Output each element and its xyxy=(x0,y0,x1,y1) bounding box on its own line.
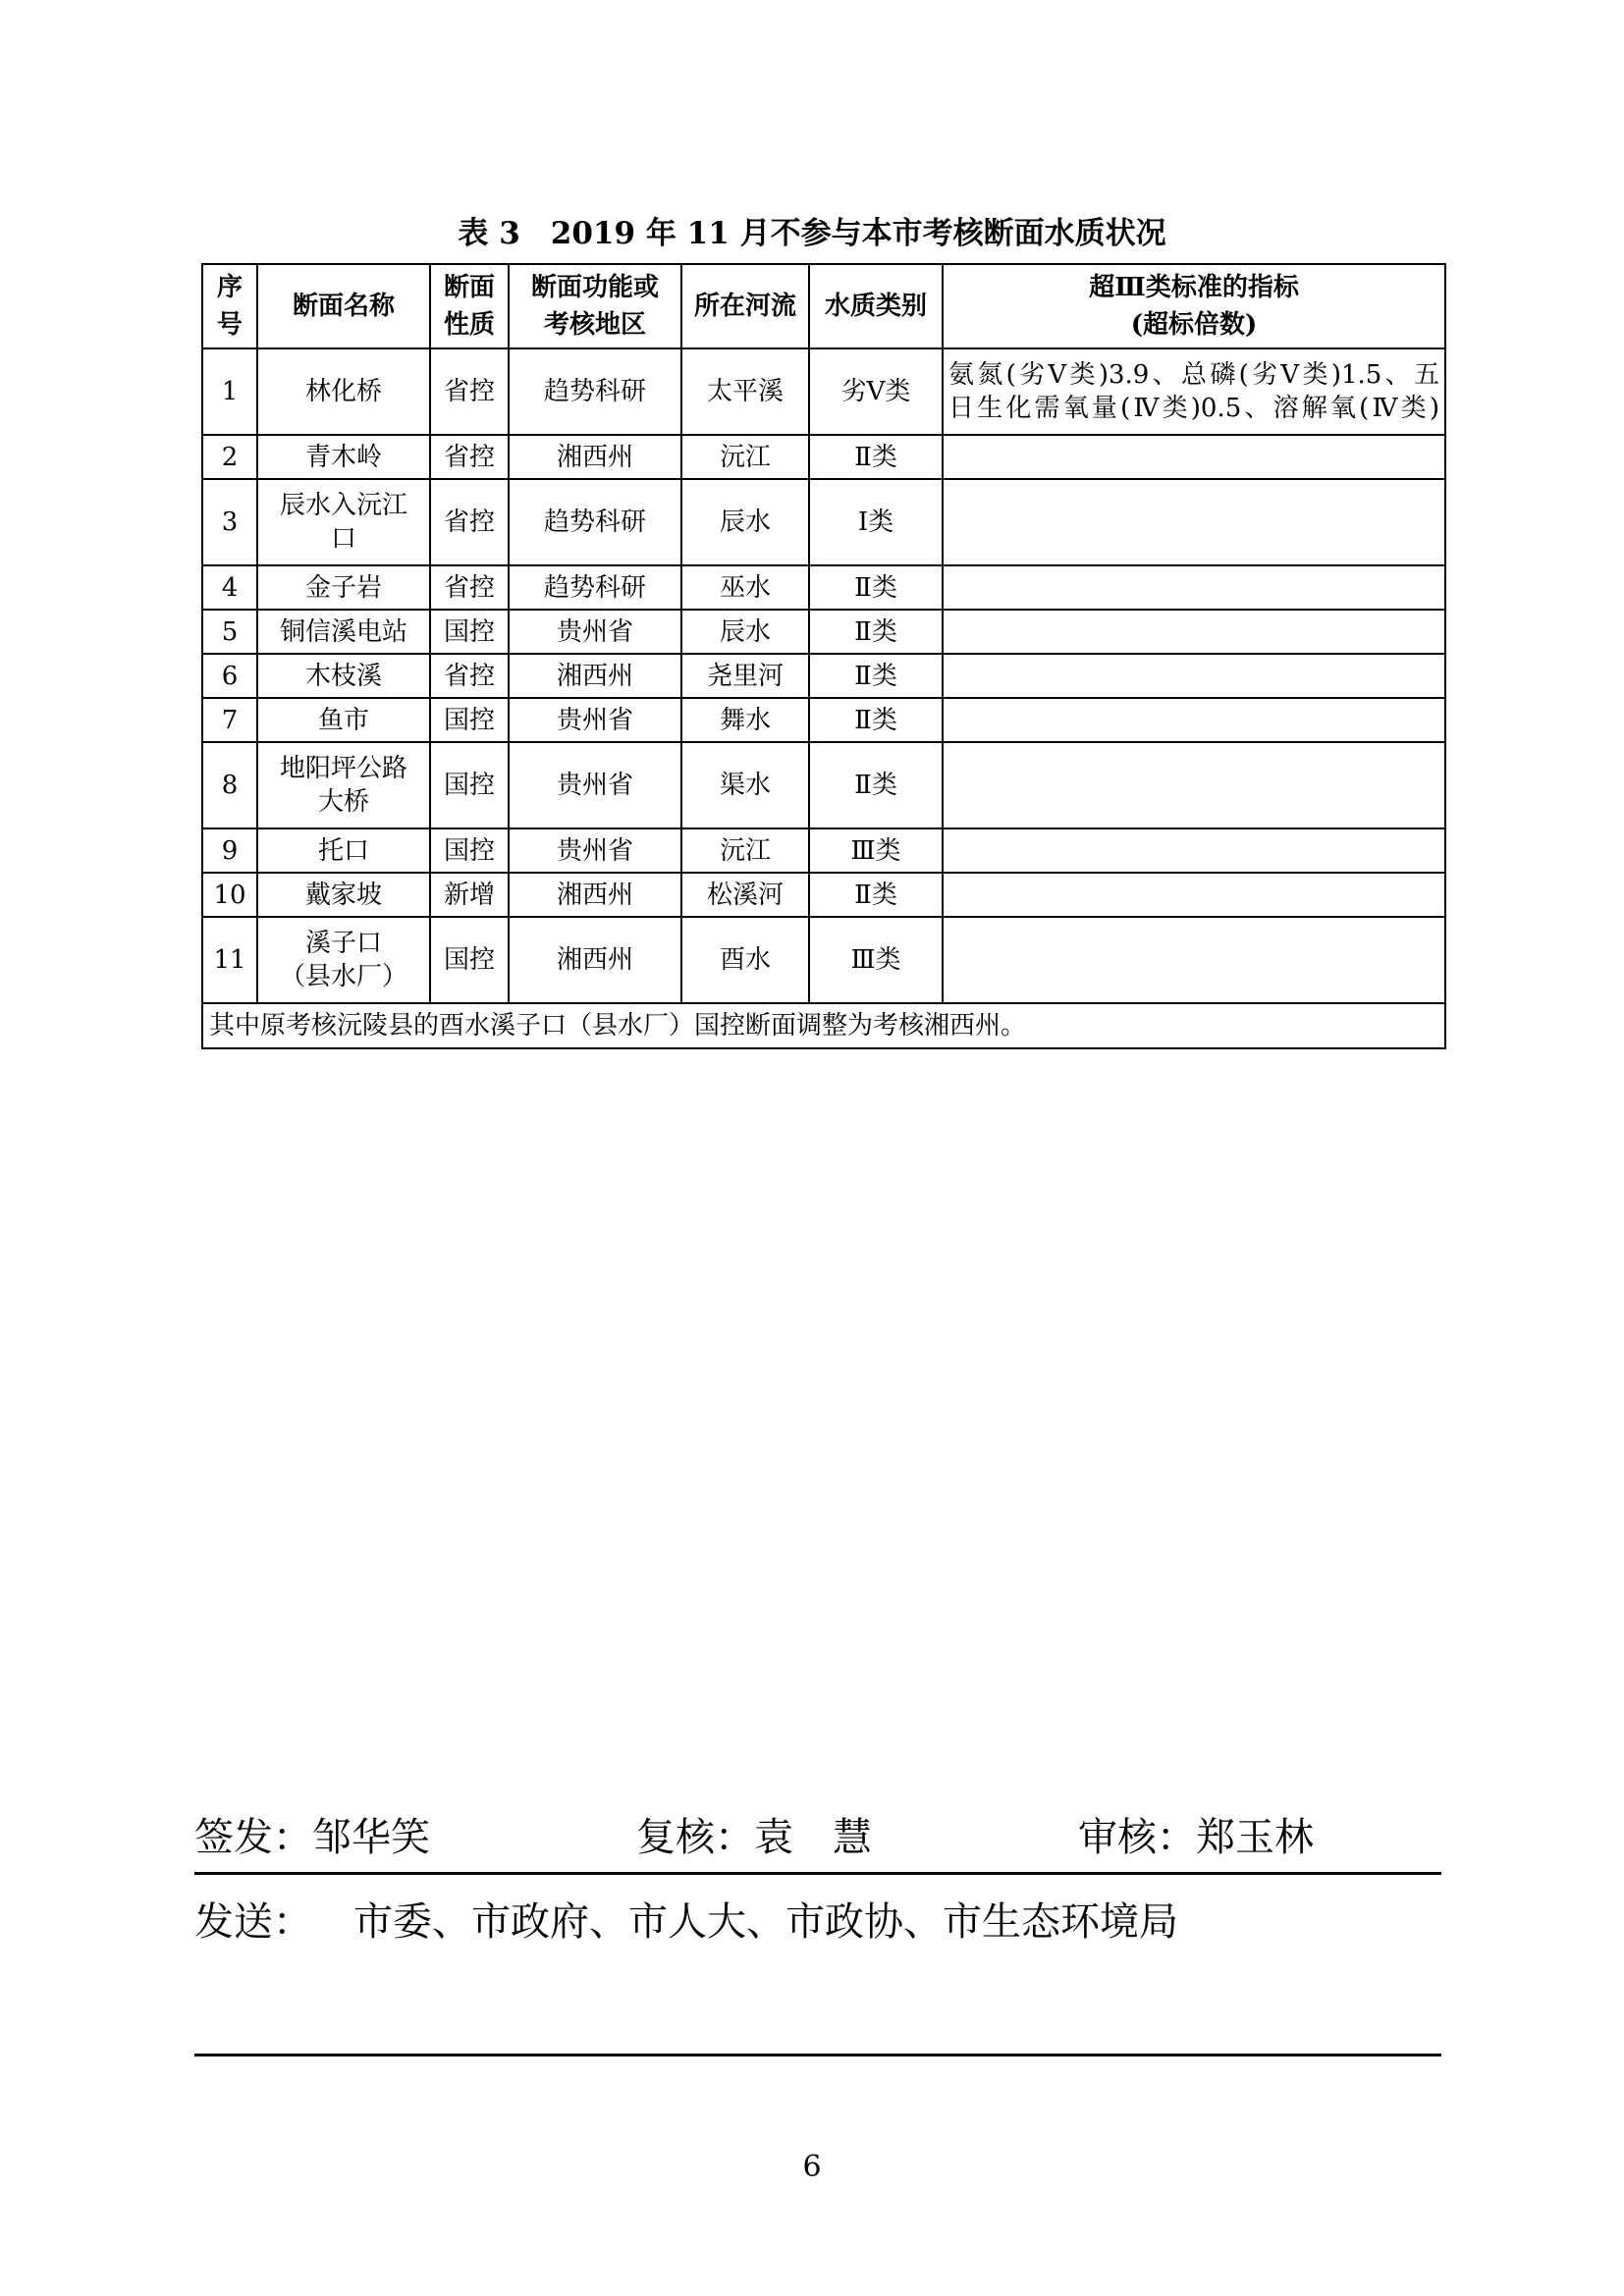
row-nature: 省控 xyxy=(430,435,509,479)
table-row xyxy=(202,610,1445,654)
row-region: 贵州省 xyxy=(509,742,681,828)
row-seq: 3 xyxy=(202,479,257,565)
row-exceed xyxy=(943,828,1445,873)
row-class: Ⅲ类 xyxy=(809,917,943,1003)
table-header-row xyxy=(202,264,1445,348)
header-nature: 断面 性质 xyxy=(430,264,509,348)
row-name: 托口 xyxy=(257,828,430,873)
row-seq: 11 xyxy=(202,917,257,1003)
table-row xyxy=(202,435,1445,479)
row-name: 铜信溪电站 xyxy=(257,610,430,654)
row-nature: 国控 xyxy=(430,742,509,828)
header-class: 水质类别 xyxy=(809,264,943,348)
row-region: 趋势科研 xyxy=(509,565,681,610)
row-region: 贵州省 xyxy=(509,610,681,654)
table-row xyxy=(202,348,1445,435)
row-exceed xyxy=(943,435,1445,479)
row-exceed xyxy=(943,917,1445,1003)
row-region: 湘西州 xyxy=(509,654,681,698)
row-river: 太平溪 xyxy=(681,348,809,435)
row-river: 松溪河 xyxy=(681,873,809,917)
table-row xyxy=(202,654,1445,698)
row-exceed xyxy=(943,565,1445,610)
reviewer-signoff: 复核：袁 慧 xyxy=(636,1815,872,1860)
table-row xyxy=(202,873,1445,917)
row-class: Ⅱ类 xyxy=(809,565,943,610)
row-exceed xyxy=(943,873,1445,917)
divider-bottom xyxy=(194,2054,1441,2056)
row-nature: 国控 xyxy=(430,698,509,742)
row-nature: 国控 xyxy=(430,917,509,1003)
send-label: 发送： xyxy=(194,1899,312,1945)
row-river: 渠水 xyxy=(681,742,809,828)
row-class: 劣Ⅴ类 xyxy=(809,348,943,435)
row-seq: 2 xyxy=(202,435,257,479)
auditor-signoff: 审核：郑玉林 xyxy=(1078,1815,1314,1860)
row-river: 辰水 xyxy=(681,610,809,654)
row-river: 巫水 xyxy=(681,565,809,610)
row-river: 辰水 xyxy=(681,479,809,565)
table-row xyxy=(202,698,1445,742)
row-name: 金子岩 xyxy=(257,565,430,610)
row-name: 戴家坡 xyxy=(257,873,430,917)
row-seq: 9 xyxy=(202,828,257,873)
row-name: 青木岭 xyxy=(257,435,430,479)
row-region: 趋势科研 xyxy=(509,348,681,435)
table-row xyxy=(202,828,1445,873)
row-seq: 7 xyxy=(202,698,257,742)
row-nature: 省控 xyxy=(430,479,509,565)
row-region: 湘西州 xyxy=(509,917,681,1003)
row-region: 湘西州 xyxy=(509,873,681,917)
table-row xyxy=(202,742,1445,828)
row-nature: 省控 xyxy=(430,565,509,610)
table-row xyxy=(202,565,1445,610)
row-class: Ⅱ类 xyxy=(809,435,943,479)
row-exceed xyxy=(943,479,1445,565)
row-river: 尧里河 xyxy=(681,654,809,698)
row-class: Ⅱ类 xyxy=(809,873,943,917)
row-seq: 10 xyxy=(202,873,257,917)
header-region: 断面功能或 考核地区 xyxy=(509,264,681,348)
row-class: Ⅰ类 xyxy=(809,479,943,565)
row-nature: 国控 xyxy=(430,828,509,873)
row-river: 沅江 xyxy=(681,435,809,479)
water-quality-table xyxy=(201,263,1446,1049)
row-river: 沅江 xyxy=(681,828,809,873)
row-nature: 省控 xyxy=(430,348,509,435)
table-note: 其中原考核沅陵县的酉水溪子口（县水厂）国控断面调整为考核湘西州。 xyxy=(202,1003,1445,1048)
row-name: 鱼市 xyxy=(257,698,430,742)
row-river: 酉水 xyxy=(681,917,809,1003)
row-class: Ⅲ类 xyxy=(809,828,943,873)
table-row xyxy=(202,479,1445,565)
row-nature: 新增 xyxy=(430,873,509,917)
divider-top xyxy=(194,1872,1441,1875)
header-river: 所在河流 xyxy=(681,264,809,348)
row-region: 湘西州 xyxy=(509,435,681,479)
row-seq: 1 xyxy=(202,348,257,435)
table-note-row xyxy=(202,1003,1445,1048)
page-number: 6 xyxy=(802,2150,822,2184)
table-row xyxy=(202,917,1445,1003)
row-river: 舞水 xyxy=(681,698,809,742)
row-class: Ⅱ类 xyxy=(809,698,943,742)
send-line xyxy=(194,1891,1178,1947)
row-name: 木枝溪 xyxy=(257,654,430,698)
row-exceed xyxy=(943,654,1445,698)
row-name: 林化桥 xyxy=(257,348,430,435)
row-class: Ⅱ类 xyxy=(809,610,943,654)
header-name: 断面名称 xyxy=(257,264,430,348)
row-region: 贵州省 xyxy=(509,698,681,742)
row-name: 溪子口 （县水厂） xyxy=(257,917,430,1003)
row-nature: 国控 xyxy=(430,610,509,654)
row-exceed xyxy=(943,742,1445,828)
header-seq: 序 号 xyxy=(202,264,257,348)
row-class: Ⅱ类 xyxy=(809,654,943,698)
row-nature: 省控 xyxy=(430,654,509,698)
row-class: Ⅱ类 xyxy=(809,742,943,828)
row-exceed xyxy=(943,698,1445,742)
table-caption: 表 3 2019 年 11 月不参与本市考核断面水质状况 xyxy=(458,216,1166,251)
row-seq: 6 xyxy=(202,654,257,698)
row-exceed: 氨氮(劣Ⅴ类)3.9、总磷(劣Ⅴ类)1.5、五 日生化需氧量(Ⅳ类)0.5、溶解氧(Ⅳ类) xyxy=(943,348,1445,435)
row-seq: 5 xyxy=(202,610,257,654)
row-region: 贵州省 xyxy=(509,828,681,873)
row-name: 地阳坪公路 大桥 xyxy=(257,742,430,828)
row-exceed xyxy=(943,610,1445,654)
send-recipients: 市委、市政府、市人大、市政协、市生态环境局 xyxy=(353,1899,1178,1945)
row-name: 辰水入沅江 口 xyxy=(257,479,430,565)
row-seq: 8 xyxy=(202,742,257,828)
row-seq: 4 xyxy=(202,565,257,610)
header-exceed: 超Ⅲ类标准的指标 (超标倍数) xyxy=(943,264,1445,348)
row-region: 趋势科研 xyxy=(509,479,681,565)
issuer-signoff: 签发：邹华笑 xyxy=(194,1815,430,1860)
